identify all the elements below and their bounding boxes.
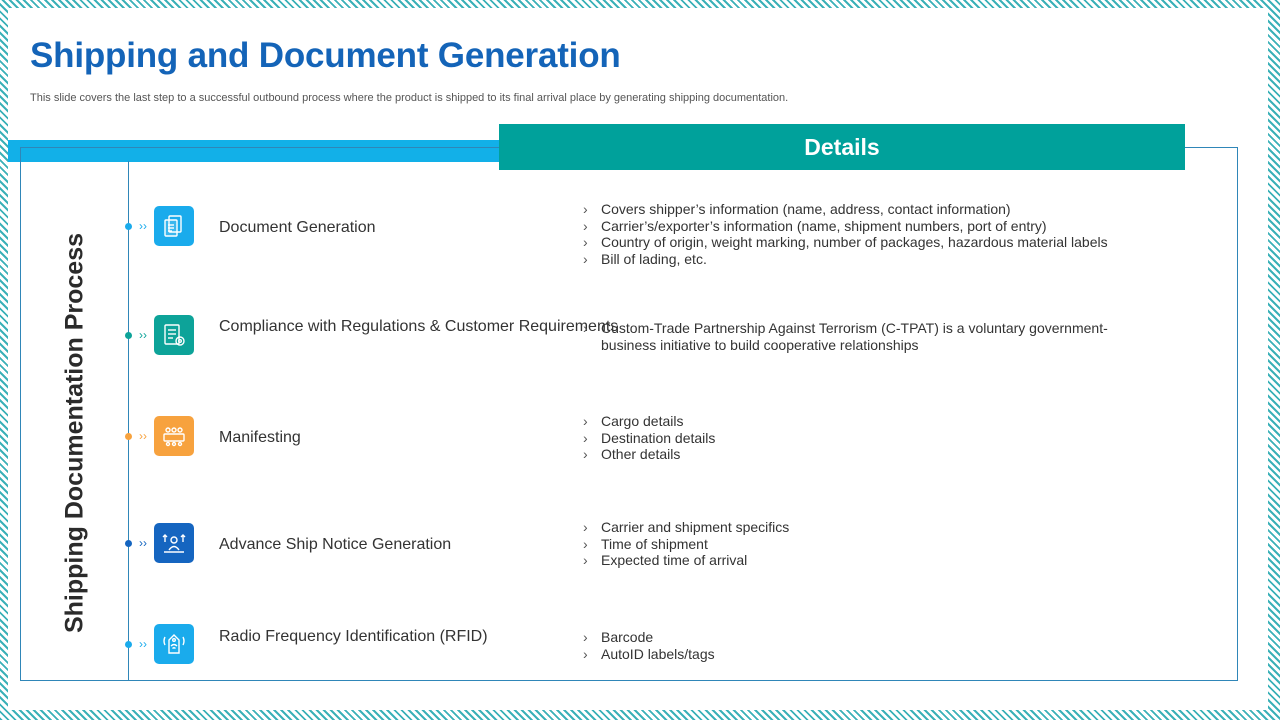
bullet-item: › Bill of lading, etc.: [583, 251, 1143, 268]
timeline-dot: [125, 433, 132, 440]
step-bullets: [583, 629, 1143, 662]
bullet-item: › Carrier’s/exporter’s information (name, shipment numbers, port of entry): [583, 218, 1143, 235]
timeline-dot: [125, 540, 132, 547]
slide: [8, 8, 1268, 710]
step-rfid: [120, 613, 1220, 677]
bullet-item: › Covers shipper’s information (name, address, contact information): [583, 201, 1143, 218]
bullet-item: › Cargo details: [583, 413, 1143, 430]
page-subtitle: This slide covers the last step to a successful outbound process where the product is shipped to its final arrival place by generating shipping documentation.: [30, 92, 789, 104]
step-label: Document Generation: [219, 219, 376, 236]
process-title: Shipping Documentation Process: [60, 232, 89, 634]
step-compliance: [120, 304, 1220, 368]
chevron-right-icon: ››: [139, 219, 147, 233]
step-document-generation: [120, 195, 1220, 267]
step-bullets: [583, 201, 1143, 267]
document-icon: [154, 206, 194, 246]
chevron-right-icon: ››: [139, 637, 147, 651]
step-advance-ship-notice: [120, 512, 1220, 576]
bullet-item: › Expected time of arrival: [583, 552, 1143, 569]
timeline-dot: [125, 223, 132, 230]
step-label: Manifesting: [219, 429, 301, 446]
bullet-item: › Other details: [583, 446, 1143, 463]
bullet-item: › Custom-Trade Partnership Against Terrorism (C-TPAT) is a voluntary government-business initiative to build cooperative relationships: [583, 320, 1143, 353]
chevron-right-icon: ››: [139, 429, 147, 443]
timeline-dot: [125, 332, 132, 339]
chevron-right-icon: ››: [139, 536, 147, 550]
person-notice-icon: [154, 523, 194, 563]
checklist-icon: [154, 315, 194, 355]
bullet-item: › Carrier and shipment specifics: [583, 519, 1143, 536]
page-title: Shipping and Document Generation: [30, 36, 621, 75]
bullet-item: › Time of shipment: [583, 536, 1143, 553]
step-manifesting: [120, 405, 1220, 469]
step-label: Radio Frequency Identification (RFID): [219, 628, 488, 645]
step-bullets: [583, 413, 1143, 463]
bullet-item: › Destination details: [583, 430, 1143, 447]
bullet-item: › AutoID labels/tags: [583, 646, 1143, 663]
bullet-item: › Country of origin, weight marking, number of packages, hazardous material labels: [583, 234, 1143, 251]
details-header: Details: [499, 124, 1185, 170]
bullet-item: › Barcode: [583, 629, 1143, 646]
chevron-right-icon: ››: [139, 328, 147, 342]
step-bullets: [583, 519, 1143, 569]
timeline-dot: [125, 641, 132, 648]
step-bullets: [583, 320, 1143, 353]
meeting-table-icon: [154, 416, 194, 456]
rfid-tag-icon: [154, 624, 194, 664]
step-label: Advance Ship Notice Generation: [219, 536, 452, 553]
step-label: Compliance with Regulations & Customer Requirements: [219, 318, 619, 335]
